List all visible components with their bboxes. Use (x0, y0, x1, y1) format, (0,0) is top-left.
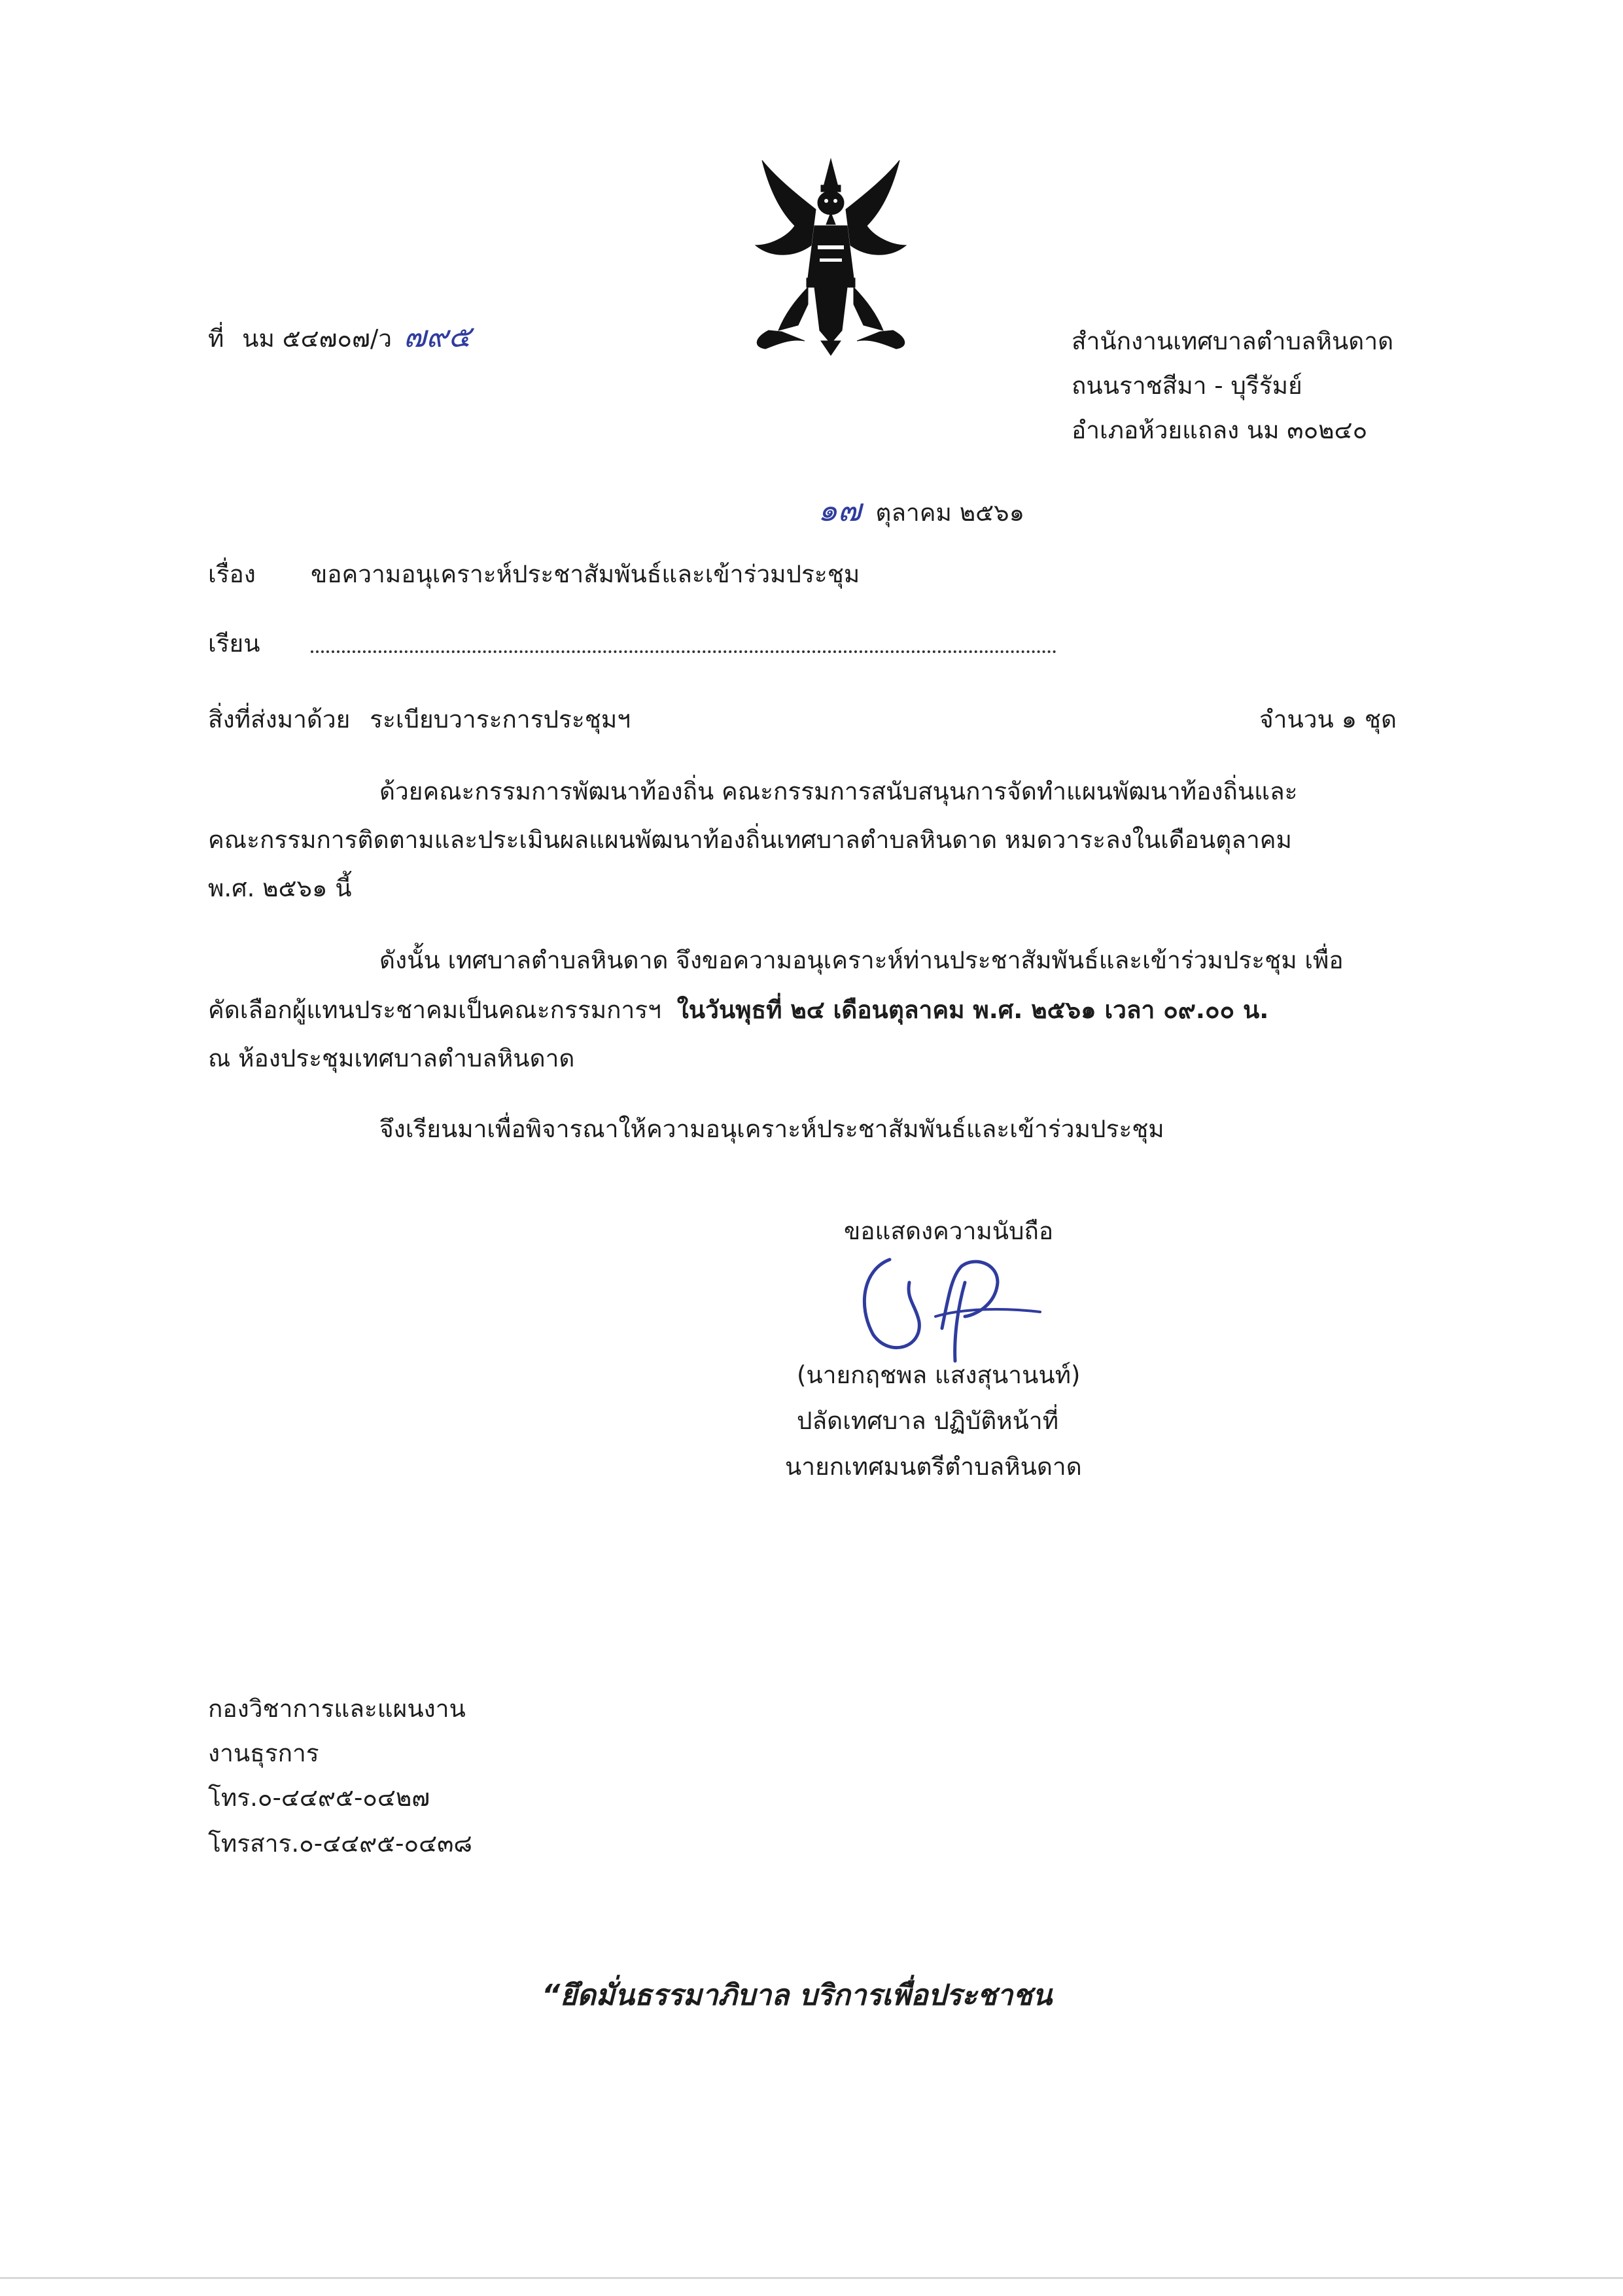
department-section: งานธุรการ (208, 1739, 319, 1767)
signer-title-1: ปลัดเทศบาล ปฏิบัติหน้าที่ (797, 1407, 1059, 1435)
enclosure-quantity: จำนวน ๑ ชุด (1259, 705, 1397, 733)
signature-mark (844, 1243, 1060, 1374)
reference-line (208, 319, 471, 355)
reference-prefix: ที่ (208, 325, 224, 353)
paragraph-2-line-3: ณ ห้องประชุมเทศบาลตำบลหินดาด (208, 1044, 575, 1072)
meeting-datetime-bold: ในวันพุธที่ ๒๔ เดือนตุลาคม พ.ศ. ๒๕๖๑ เวลา ๐๙.๐๐ น. (676, 996, 1269, 1024)
sender-address-line-3: อำเภอห้วยแถลง นม ๓๐๒๔๐ (1072, 416, 1368, 444)
date-month-year: ตุลาคม ๒๕๖๑ (875, 499, 1025, 527)
paragraph-2-line-2 (208, 996, 1268, 1025)
paragraph-2-line-2-text: คัดเลือกผู้แทนประชาคมเป็นคณะกรรมการฯ (208, 996, 661, 1024)
paragraph-1-line-1: ด้วยคณะกรรมการพัฒนาท้องถิ่น คณะกรรมการสนับสนุนการจัดทำแผนพัฒนาท้องถิ่นและ (379, 777, 1298, 805)
sender-address-line-1: สำนักงานเทศบาลตำบลหินดาด (1072, 327, 1394, 355)
paragraph-2-line-1: ดังนั้น เทศบาลตำบลหินดาด จึงขอความอนุเคราะห์ท่านประชาสัมพันธ์และเข้าร่วมประชุม เพื่อ (379, 946, 1344, 974)
paragraph-1-line-3: พ.ศ. ๒๕๖๑ นี้ (208, 874, 352, 902)
department-fax: โทรสาร.๐-๔๔๙๕-๐๔๓๘ (208, 1829, 472, 1858)
enclosure-line (208, 705, 631, 734)
reference-number: นม ๕๔๗๐๗/ว (242, 325, 393, 353)
signer-name: (นายกฤชพล แสงสุนานนท์) (797, 1361, 1081, 1389)
garuda-emblem-icon (742, 147, 919, 357)
sender-address-line-2: ถนนราชสีมา - บุรีรัมย์ (1072, 372, 1302, 400)
enclosure-text: ระเบียบวาระการประชุมฯ (370, 705, 631, 733)
date-day-handwritten: ๑๗ (818, 492, 862, 529)
enclosure-label: สิ่งที่ส่งมาด้วย (208, 705, 351, 733)
to-label: เรียน (208, 629, 260, 658)
department-name: กองวิชาการและแผนงาน (208, 1695, 466, 1723)
signer-title-2: นายกเทศมนตรีตำบลหินดาด (785, 1453, 1082, 1481)
reference-number-handwritten: ๗๙๕ (403, 319, 471, 354)
paragraph-1-line-2: คณะกรรมการติดตามและประเมินผลแผนพัฒนาท้องถิ่นเทศบาลตำบลหินดาด หมดวาระลงในเดือนตุลาคม (208, 826, 1292, 854)
date-line (818, 492, 1024, 530)
subject-text: ขอความอนุเคราะห์ประชาสัมพันธ์และเข้าร่วมประชุม (311, 560, 860, 588)
to-recipient-dotted-line (311, 650, 1056, 653)
scan-edge-line (0, 2277, 1623, 2279)
subject-label: เรื่อง (208, 560, 256, 588)
closing-paragraph: จึงเรียนมาเพื่อพิจารณาให้ความอนุเคราะห์ประชาสัมพันธ์และเข้าร่วมประชุม (379, 1115, 1164, 1143)
department-phone: โทร.๐-๔๔๙๕-๐๔๒๗ (208, 1784, 430, 1812)
salutation: ขอแสดงความนับถือ (844, 1217, 1054, 1245)
motto: “ยึดมั่นธรรมาภิบาล บริการเพื่อประชาชน (542, 1979, 1053, 2012)
